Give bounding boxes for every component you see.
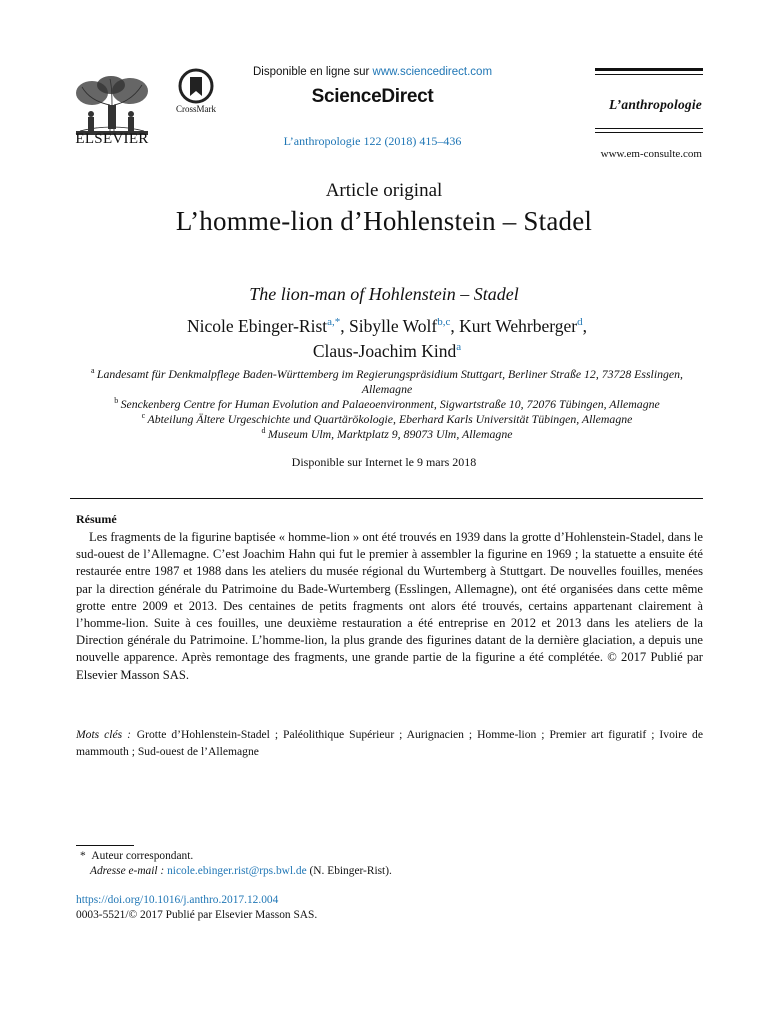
author-affiliation-mark[interactable]: d: [577, 316, 583, 328]
affiliation-text: Senckenberg Centre for Human Evolution and Palaeoenvironment, Sigwartstraße 10, 72076 Tübingen, Allemagne: [120, 397, 660, 411]
author-affiliation-mark[interactable]: a,*: [327, 316, 341, 328]
journal-website[interactable]: www.em-consulte.com: [600, 148, 702, 160]
doi-link[interactable]: https://doi.org/10.1016/j.anthro.2017.12.004: [76, 894, 279, 906]
author-separator: ,: [340, 316, 350, 336]
author-list: [70, 314, 704, 364]
email-link[interactable]: nicole.ebinger.rist@rps.bwl.de: [167, 865, 307, 877]
footnote-rule: [76, 845, 134, 846]
keywords-text: Grotte d’Hohlenstein-Stadel ; Paléolithique Supérieur ; Aurignacien ; Homme-lion ; Premier art figuratif ; Ivoire de mammouth ; Sud-ouest de l’Allemagne: [76, 728, 703, 758]
email-label: Adresse e-mail :: [90, 865, 165, 877]
affiliation-item: [70, 412, 704, 427]
author-affiliation-mark[interactable]: a: [456, 341, 462, 353]
corresponding-author-text: Auteur correspondant.: [91, 850, 194, 862]
abstract-copyright: © 2017 Publié par Elsevier Masson SAS.: [76, 650, 703, 682]
header-rule: [595, 74, 703, 75]
journal-citation[interactable]: L’anthropologie 122 (2018) 415–436: [283, 134, 462, 148]
affiliation-item: [70, 397, 704, 412]
article-type: Article original: [325, 180, 443, 201]
issn-copyright: 0003-5521/© 2017 Publié par Elsevier Masson SAS.: [76, 909, 318, 921]
crossmark-icon[interactable]: [178, 68, 214, 104]
crossmark-label: CrossMark: [176, 104, 216, 114]
author-name: Claus-Joachim Kind: [312, 341, 457, 361]
header-rule: [595, 68, 703, 71]
author-separator: ,: [450, 316, 460, 336]
sciencedirect-wordmark: ScienceDirect: [311, 86, 434, 107]
affiliation-mark: c: [141, 411, 146, 420]
affiliation-mark: b: [114, 396, 119, 405]
author-name: Kurt Wehrberger: [459, 316, 578, 336]
email-owner: (N. Ebinger-Rist).: [309, 865, 392, 877]
corresponding-author-note: [80, 850, 193, 862]
affiliation-list: [70, 367, 704, 442]
availability-line: [230, 66, 515, 78]
publisher-name: ELSEVIER: [75, 131, 149, 147]
sciencedirect-link[interactable]: www.sciencedirect.com: [372, 66, 493, 78]
availability-prefix: Disponible en ligne sur: [252, 66, 373, 78]
abstract-heading: Résumé: [76, 512, 117, 526]
abstract-text: Les fragments de la figurine baptisée « homme-lion » ont été trouvés en 1939 dans la grotte d’Hohlenstein-Stadel, dans le sud-ouest de l’Allemagne. C’est Joachim Hahn qui fut le premier à assembler la figurine en 1969 ; la statuette a ensuite été restaurée entre 1987 et 1988 dans les ateliers du musée régional du Wurtemberg à Stuttgart. De nouvelles fouilles, menées par la direction générale du Patrimoine du Bade-Wurtemberg (Esslingen, Allemagne), ont été organisées dans cette même grotte entre 2009 et 2013. Des centaines de petits fragments ont alors été trouvés, certains appartenant clairement à l’homme-lion. Suite à ces fouilles, une deuxième restauration a été entreprise en 2012 et 2013 dans les ateliers de la Direction générale du Patrimoine. L’homme-lion, la plus grande des figurines datant de la dernière glaciation, a depuis une nouvelle apparence. Après remontage des fragments, une grande partie de la figurine a été complétée.: [76, 530, 703, 665]
affiliation-text: Museum Ulm, Marktplatz 9, 89073 Ulm, Allemagne: [267, 427, 513, 441]
affiliation-item: [70, 427, 704, 442]
article-title: L’homme-lion d’Hohlenstein – Stadel: [175, 206, 593, 236]
affiliation-mark: a: [90, 366, 95, 375]
english-title: The lion-man of Hohlenstein – Stadel: [249, 284, 519, 304]
affiliation-item: [70, 367, 704, 397]
affiliation-mark: d: [261, 426, 266, 435]
section-divider: [70, 498, 703, 499]
author-name: Sibylle Wolf: [349, 316, 438, 336]
keywords-label: Mots clés :: [76, 728, 131, 741]
affiliation-text: Landesamt für Denkmalpflege Baden-Württemberg im Regierungspräsidium Stuttgart, Berliner Straße 12, 73728 Esslingen, Allemagne: [96, 367, 683, 396]
email-note: [90, 865, 392, 877]
author-separator: ,: [582, 316, 587, 336]
author-name: Nicole Ebinger-Rist: [187, 316, 328, 336]
keywords: [76, 726, 703, 760]
abstract-body: [76, 529, 703, 684]
header-rule: [595, 128, 703, 129]
online-date: Disponible sur Internet le 9 mars 2018: [291, 455, 477, 469]
author-affiliation-mark[interactable]: b,c: [437, 316, 451, 328]
journal-title: L’anthropologie: [608, 97, 702, 112]
header-rule: [595, 132, 703, 133]
affiliation-text: Abteilung Ältere Urgeschichte und Quartärökologie, Eberhard Karls Universität Tübingen, Allemagne: [147, 412, 633, 426]
footnote-mark: *: [80, 850, 86, 862]
